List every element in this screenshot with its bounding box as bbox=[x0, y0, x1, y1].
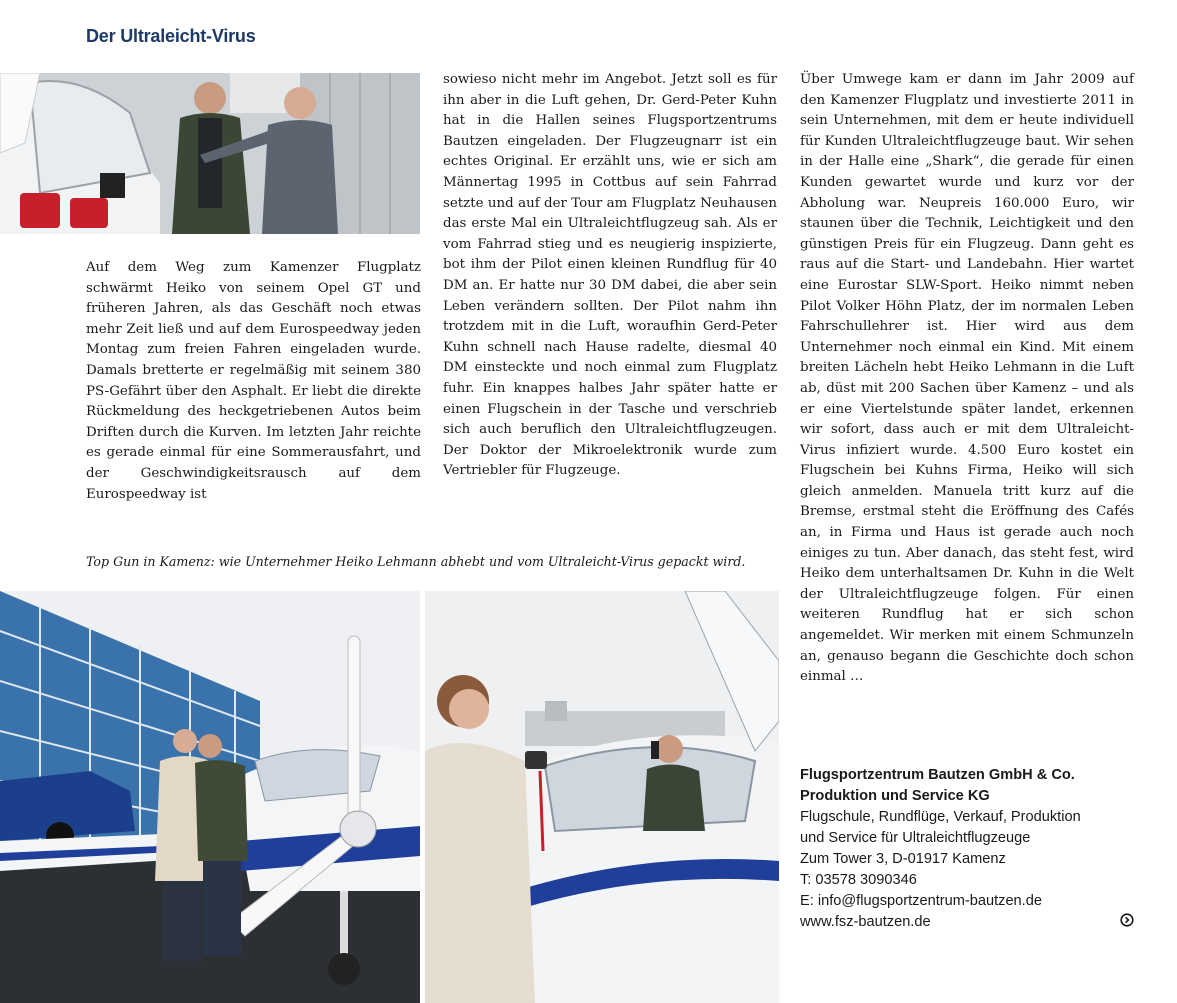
company-website-link[interactable]: www.fsz-bautzen.de bbox=[800, 914, 931, 930]
couple-aircraft-illustration bbox=[0, 591, 420, 1003]
company-name-line1: Flugsportzentrum Bautzen GmbH & Co. bbox=[800, 767, 1075, 783]
photo-couple-aircraft bbox=[0, 591, 420, 1003]
article-title: Der Ultraleicht-Virus bbox=[86, 26, 256, 46]
cockpit-photo-illustration bbox=[425, 591, 779, 1003]
article-column-2: sowieso nicht mehr im Angebot. Jetzt soll es für ihn aber in die Luft gehen, Dr. Gerd-Peter Kuhn hat in die Hallen seines Flugsportzentrums Bautzen eingeladen. Der Flugzeugnarr ist ein echtes Original. Er erzählt uns, wie er sich am Männertag 1995 in Cottbus auf sein Fahrrad setzte und auf der Tour am Flugplatz Neuhausen das erste Mal ein Ultraleichtflugzeug sah. Als er vom Fahrrad stieg und es neugierig inspizierte, bot ihm der Pilot einen kleinen Rundflug für 40 DM an. Er hatte nur 30 DM dabei, die aber sein Leben verändern sollten. Der Pilot nahm ihn trotzdem mit in die Luft, woraufhin Gerd-Peter Kuhn schnell nach Hause radelte, diesmal 40 DM einsteckte und noch einmal zum Flugplatz fuhr. Ein knappes halbes Jahr später hatte er einen Flugschein in der Tasche und verschrieb sich auch beruflich den Ultraleichtflugzeugen. Der Doktor der Mikroelektronik wurde zum Vertriebler für Flugzeuge. bbox=[443, 72, 777, 479]
next-arrow-circle-icon bbox=[1120, 913, 1134, 927]
company-name-line2: Produktion und Service KG bbox=[800, 788, 990, 804]
photo-caption: Top Gun in Kamenz: wie Unternehmer Heiko Lehmann abhebt und vom Ultraleicht-Virus gepackt wird. bbox=[86, 554, 746, 569]
company-description-line2: und Service für Ultraleichtflugzeuge bbox=[800, 830, 1031, 846]
company-email-link[interactable]: E: info@flugsportzentrum-bautzen.de bbox=[800, 893, 1042, 909]
company-description-line1: Flugschule, Rundflüge, Verkauf, Produktion bbox=[800, 809, 1081, 825]
photo-hangar bbox=[0, 73, 420, 234]
company-address: Zum Tower 3, D-01917 Kamenz bbox=[800, 851, 1006, 867]
hangar-photo-illustration bbox=[0, 73, 420, 234]
company-phone: T: 03578 3090346 bbox=[800, 872, 917, 888]
article-column-1: Auf dem Weg zum Kamenzer Flugplatz schwärmt Heiko von seinem Opel GT und früheren Jahren, als das Geschäft noch etwas mehr Zeit ließ und auf dem Eurospeedway jeden Montag zum freien Fahren eingeladen wurde. Damals bretterte er regelmäßig mit seinem 380 PS-Gefährt über den Asphalt. Er liebt die direkte Rückmeldung des heckgetriebenen Autos beim Driften durch die Kurven. Im letzten Jahr reichte es gerade einmal für eine Sommerausfahrt, und der Geschwindigkeitsrausch auf dem Eurospeedway ist bbox=[86, 260, 421, 502]
contact-box bbox=[800, 765, 1140, 933]
article-column-3: Über Umwege kam er dann im Jahr 2009 auf den Kamenzer Flugplatz und investierte 2011 in sein Unternehmen, mit dem er heute individuell für Kunden Ultraleichtflugzeuge baut. Wir sehen in der Halle eine „Shark“, die gerade für einen Kunden gewartet wurde und kurz vor der Abholung war. Neupreis 160.000 Euro, wir staunen über die Technik, Leichtigkeit und den günstigen Preis für ein Flugzeug. Dann geht es raus auf die Start- und Landebahn. Hier wartet eine Eurostar SLW-Sport. Heiko nimmt neben Pilot Volker Höhn Platz, der im normalen Leben Fahrschullehrer ist. Hier wird aus dem Unternehmer noch einmal ein Kind. Mit einem breiten Lächeln hebt Heiko Lehmann in die Luft ab, düst mit 200 Sachen über Kamenz – und als er eine Viertelstunde später landet, erkennen wir sofort, dass auch er mit dem Ultraleicht-Virus infiziert wurde. 4.500 Euro kostet ein Flugschein bei Kuhns Firma, Heiko will sich gleich anmelden. Manuela tritt kurz auf die Bremse, erstmal steht die Eröffnung des Cafés an, in Firma und Haus ist gerade auch noch einiges zu tun. Aber danach, das steht fest, wird Heiko dem unterhaltsamen Dr. Kuhn in die Welt der Ultraleichtflugzeuge folgen. Für einen weiteren Rundflug hat er sich schon angemeldet. Wir merken mit einem Schmunzeln an, genauso begann die Geschichte doch schon einmal … bbox=[800, 72, 1134, 685]
photo-cockpit bbox=[425, 591, 779, 1003]
